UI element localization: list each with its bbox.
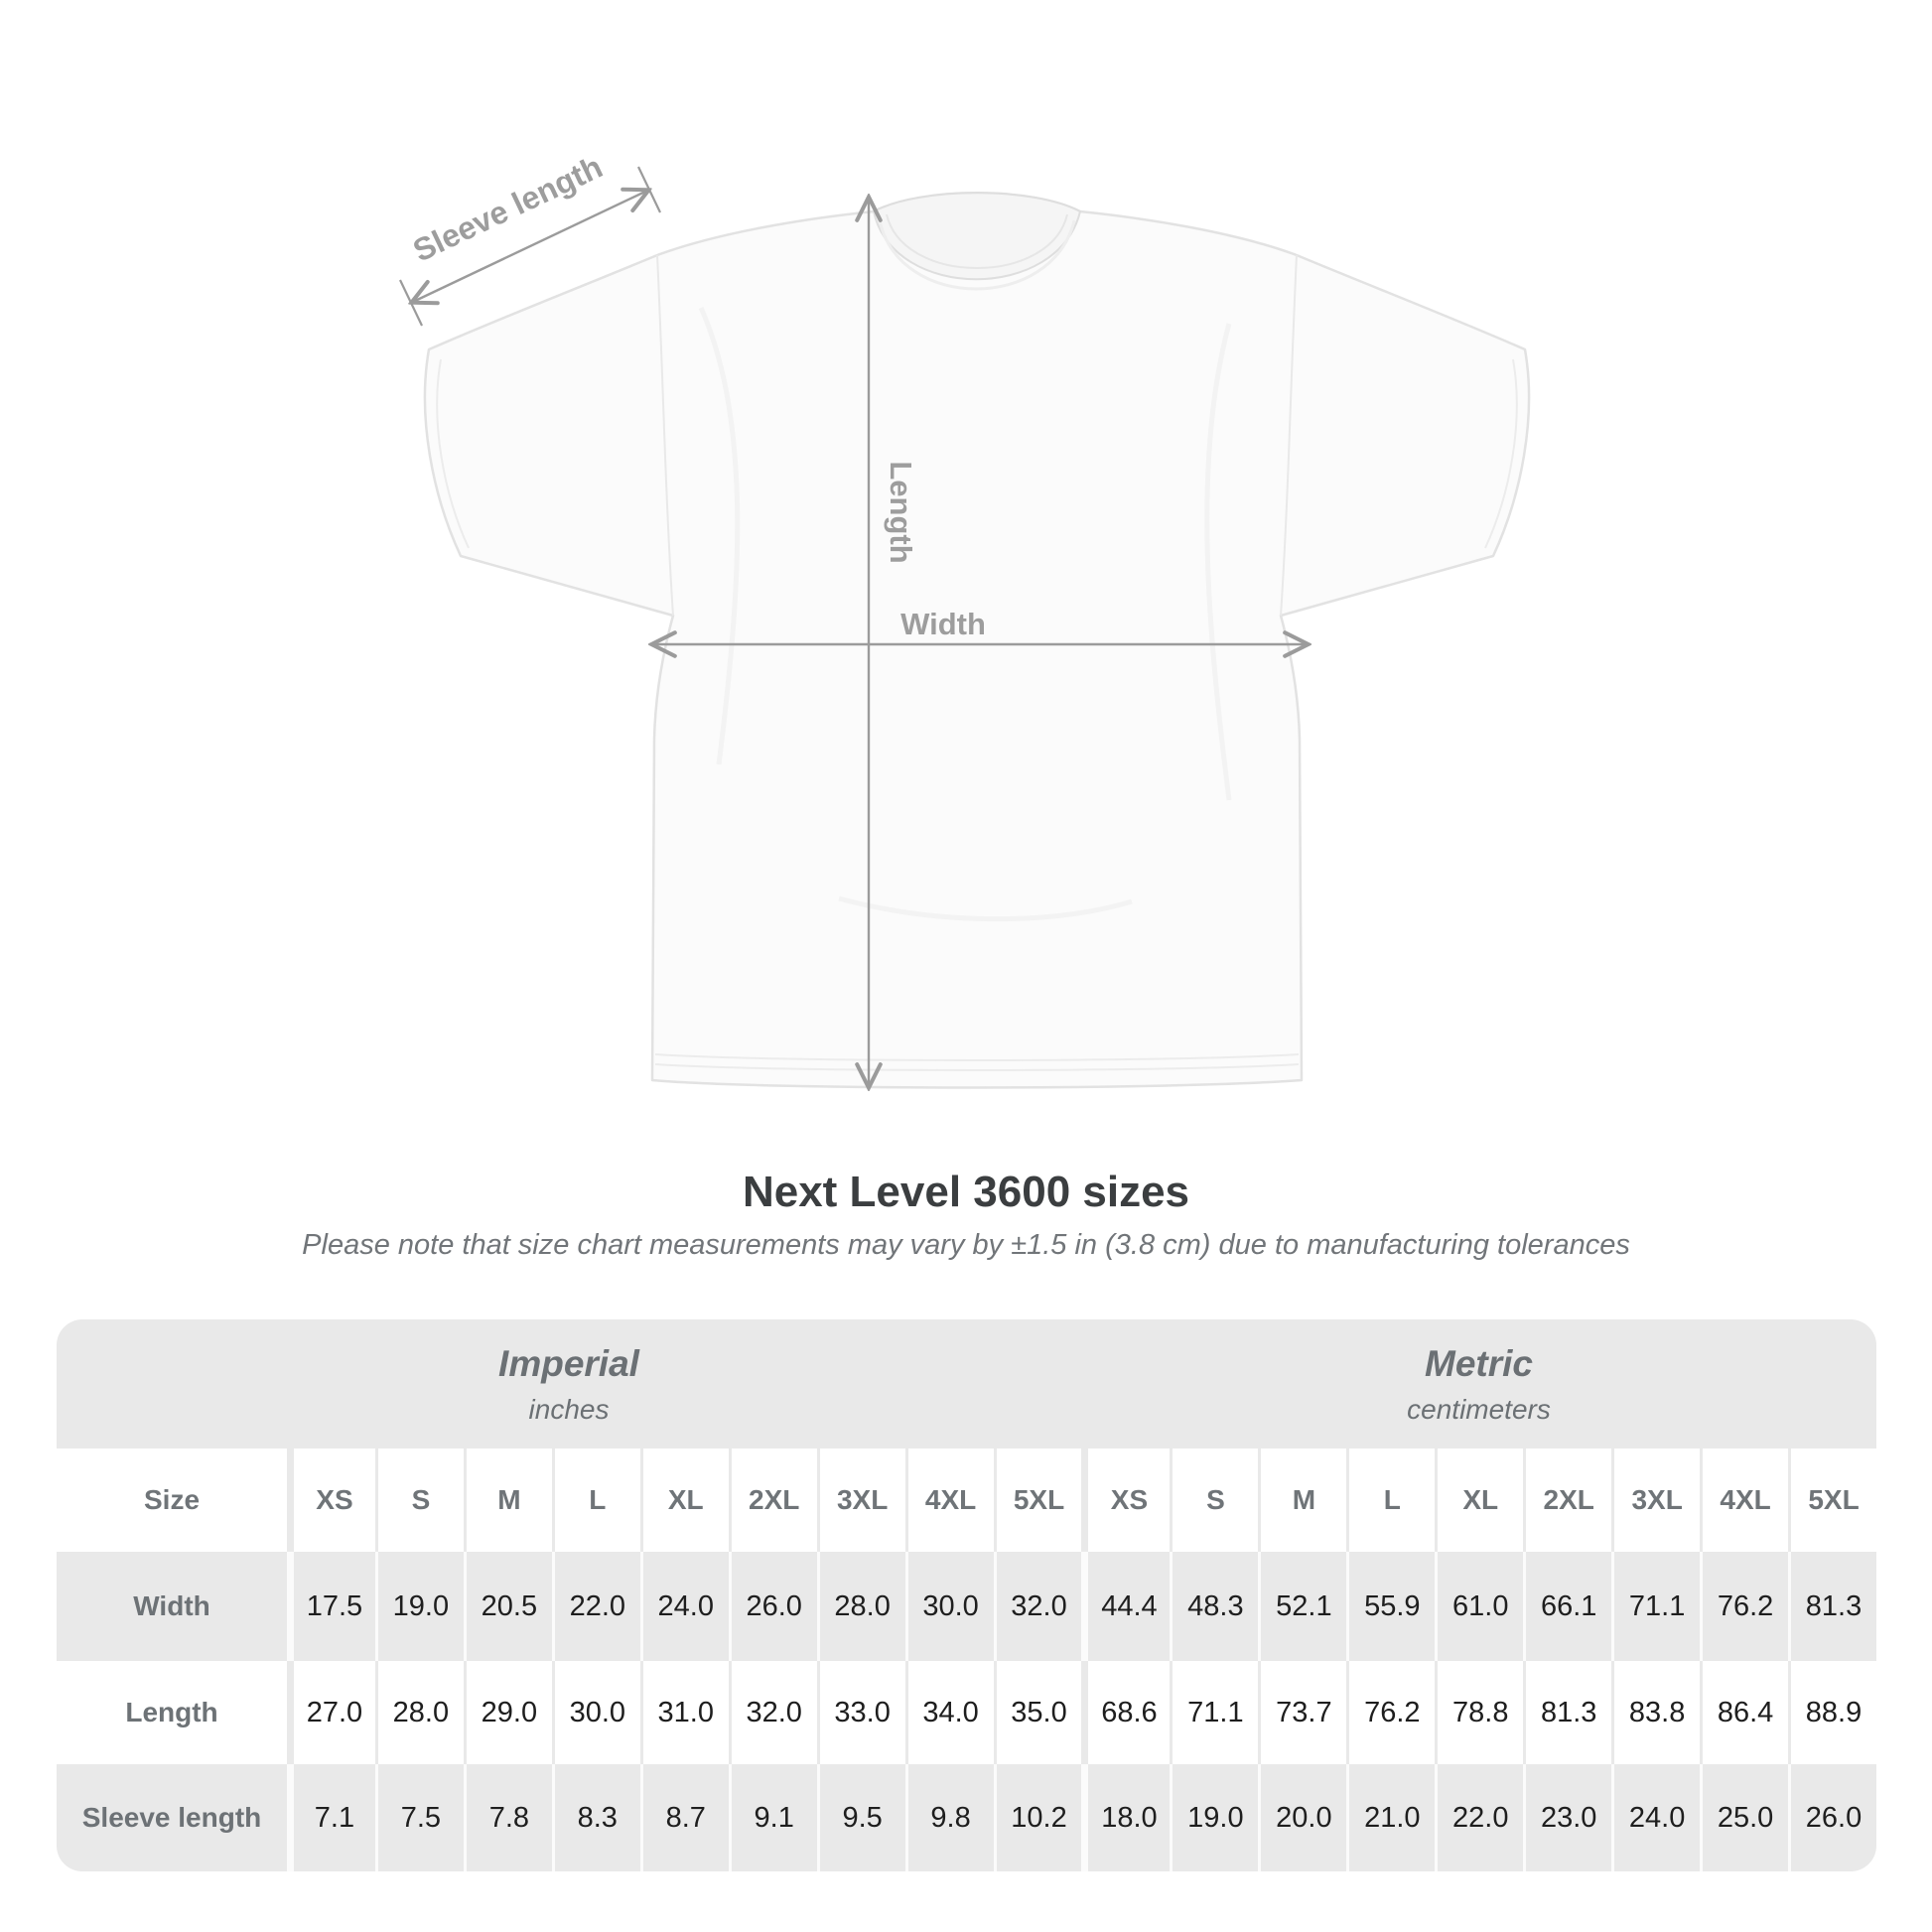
size-header: M <box>464 1449 552 1552</box>
table-value: 33.0 <box>817 1661 905 1764</box>
table-value: 8.7 <box>640 1764 729 1871</box>
table-row-width <box>57 1552 1876 1661</box>
size-header: XL <box>1435 1449 1523 1552</box>
table-value: 26.0 <box>1788 1764 1876 1871</box>
size-header: 5XL <box>994 1449 1082 1552</box>
sleeve-measure-tick-bottom <box>400 280 422 326</box>
table-value: 73.7 <box>1258 1661 1346 1764</box>
table-value: 52.1 <box>1258 1552 1346 1661</box>
table-value: 7.5 <box>375 1764 464 1871</box>
metric-unit-header <box>1081 1319 1876 1449</box>
sleeve-measure-tick-top <box>638 167 660 212</box>
table-value: 48.3 <box>1170 1552 1258 1661</box>
length-label: Length <box>884 461 918 564</box>
table-value: 24.0 <box>1611 1764 1700 1871</box>
table-value: 19.0 <box>1170 1764 1258 1871</box>
tolerance-note: Please note that size chart measurements may vary by ±1.5 in (3.8 cm) due to manufacturing tolerances <box>302 1229 1630 1261</box>
table-value: 22.0 <box>552 1552 640 1661</box>
table-value: 29.0 <box>464 1661 552 1764</box>
table-value: 23.0 <box>1523 1764 1611 1871</box>
table-value: 10.2 <box>994 1764 1082 1871</box>
table-value: 31.0 <box>640 1661 729 1764</box>
row-label: Sleeve length <box>81 1802 262 1833</box>
table-value: 34.0 <box>905 1661 994 1764</box>
metric-sublabel: centimeters <box>1407 1393 1551 1425</box>
table-value: 20.0 <box>1258 1764 1346 1871</box>
metric-label: Metric <box>1425 1342 1533 1384</box>
table-value: 9.8 <box>905 1764 994 1871</box>
table-value: 9.1 <box>729 1764 817 1871</box>
table-value: 22.0 <box>1435 1764 1523 1871</box>
table-value: 78.8 <box>1435 1661 1523 1764</box>
size-header-row <box>57 1449 1876 1552</box>
size-header: XS <box>287 1449 375 1552</box>
table-value: 44.4 <box>1081 1552 1170 1661</box>
table-value: 88.9 <box>1788 1661 1876 1764</box>
size-header: S <box>375 1449 464 1552</box>
table-value: 76.2 <box>1346 1661 1435 1764</box>
table-value: 8.3 <box>552 1764 640 1871</box>
table-value: 61.0 <box>1435 1552 1523 1661</box>
table-value: 17.5 <box>287 1552 375 1661</box>
size-header: 2XL <box>1523 1449 1611 1552</box>
row-label: Length <box>125 1697 218 1727</box>
table-value: 68.6 <box>1081 1661 1170 1764</box>
size-header: M <box>1258 1449 1346 1552</box>
table-value: 27.0 <box>287 1661 375 1764</box>
sleeve-length-label: Sleeve length <box>407 148 609 269</box>
size-header: L <box>1346 1449 1435 1552</box>
imperial-unit-header <box>57 1319 1081 1449</box>
table-value: 20.5 <box>464 1552 552 1661</box>
table-value: 76.2 <box>1700 1552 1788 1661</box>
size-header: XS <box>1081 1449 1170 1552</box>
table-value: 18.0 <box>1081 1764 1170 1871</box>
table-value: 71.1 <box>1170 1661 1258 1764</box>
size-header: S <box>1170 1449 1258 1552</box>
table-row-sleeve-length <box>57 1764 1876 1871</box>
width-label: Width <box>900 607 986 641</box>
imperial-sublabel: inches <box>528 1393 610 1425</box>
table-row-length <box>57 1661 1876 1764</box>
imperial-label: Imperial <box>498 1342 639 1384</box>
table-value: 81.3 <box>1523 1661 1611 1764</box>
table-value: 81.3 <box>1788 1552 1876 1661</box>
size-header: XL <box>640 1449 729 1552</box>
size-header: 5XL <box>1788 1449 1876 1552</box>
table-value: 86.4 <box>1700 1661 1788 1764</box>
table-value: 71.1 <box>1611 1552 1700 1661</box>
size-header: 2XL <box>729 1449 817 1552</box>
table-value: 9.5 <box>817 1764 905 1871</box>
table-value: 30.0 <box>905 1552 994 1661</box>
size-header: L <box>552 1449 640 1552</box>
size-header: 4XL <box>1700 1449 1788 1552</box>
table-value: 7.1 <box>287 1764 375 1871</box>
size-column-header: Size <box>143 1484 201 1515</box>
table-value: 32.0 <box>994 1552 1082 1661</box>
table-value: 7.8 <box>464 1764 552 1871</box>
table-value: 28.0 <box>375 1661 464 1764</box>
table-value: 55.9 <box>1346 1552 1435 1661</box>
page-title: Next Level 3600 sizes <box>742 1168 1190 1216</box>
size-header: 3XL <box>1611 1449 1700 1552</box>
table-value: 19.0 <box>375 1552 464 1661</box>
table-value: 66.1 <box>1523 1552 1611 1661</box>
table-value: 83.8 <box>1611 1661 1700 1764</box>
table-value: 32.0 <box>729 1661 817 1764</box>
table-value: 35.0 <box>994 1661 1082 1764</box>
table-value: 28.0 <box>817 1552 905 1661</box>
row-label: Width <box>133 1590 210 1621</box>
unit-header-row <box>57 1319 1876 1449</box>
table-value: 30.0 <box>552 1661 640 1764</box>
size-header: 3XL <box>817 1449 905 1552</box>
table-value: 21.0 <box>1346 1764 1435 1871</box>
size-header: 4XL <box>905 1449 994 1552</box>
table-value: 26.0 <box>729 1552 817 1661</box>
table-value: 24.0 <box>640 1552 729 1661</box>
table-value: 25.0 <box>1700 1764 1788 1871</box>
size-table <box>57 1319 1876 1871</box>
